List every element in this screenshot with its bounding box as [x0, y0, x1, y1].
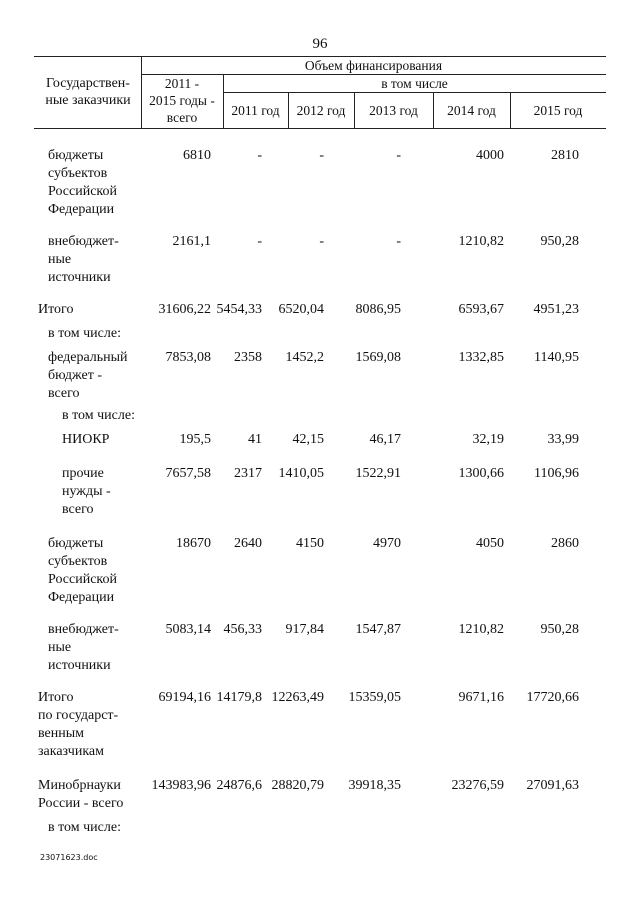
cell-2011: 2358 [234, 350, 262, 365]
cell-2014: 6593,67 [458, 302, 504, 317]
cell-2013: 1522,91 [355, 466, 401, 481]
row-label: в том числе: [48, 326, 121, 341]
cell-2011: 24876,6 [216, 778, 262, 793]
row-label: внебюджет- ные источники [48, 234, 119, 285]
cell-2015: 950,28 [540, 622, 579, 637]
cell-2012: 1452,2 [285, 350, 324, 365]
cell-2014: 1332,85 [458, 350, 504, 365]
cell-2012: 917,84 [285, 622, 324, 637]
cell-2014: 23276,59 [451, 778, 504, 793]
row-label: в том числе: [62, 408, 135, 423]
header-funding: Объем финансирования [304, 58, 443, 73]
header-customers: Государствен- ные заказчики [45, 76, 131, 108]
cell-2014: 9671,16 [458, 690, 504, 705]
cell-total: 195,5 [179, 432, 211, 447]
cell-2012: 12263,49 [271, 690, 324, 705]
cell-2015: 1106,96 [534, 466, 579, 481]
cell-2013: 1569,08 [355, 350, 401, 365]
cell-2015: 17720,66 [526, 690, 579, 705]
cell-2012: - [319, 234, 324, 249]
cell-2013: 15359,05 [348, 690, 401, 705]
cell-2011: 2317 [234, 466, 262, 481]
cell-2015: 2860 [551, 536, 579, 551]
cell-2012: 1410,05 [278, 466, 324, 481]
cell-2012: 6520,04 [278, 302, 324, 317]
cell-2013: - [396, 148, 401, 163]
including-header-rule [223, 92, 606, 93]
cell-2014: 1300,66 [458, 466, 504, 481]
header-year-2012: 2012 год [296, 103, 346, 118]
cell-2014: 1210,82 [458, 622, 504, 637]
cell-2015: 4951,23 [533, 302, 579, 317]
row-label: бюджеты субъектов Российской Федерации [48, 536, 117, 605]
cell-2012: 28820,79 [271, 778, 324, 793]
cell-total: 7657,58 [165, 466, 211, 481]
cell-2014: 32,19 [472, 432, 504, 447]
row-label: Итого по государст- венным заказчикам [38, 690, 119, 759]
cell-2013: 46,17 [369, 432, 401, 447]
cell-2011: - [257, 234, 262, 249]
row-label: прочие нужды - всего [62, 466, 111, 517]
row-label: внебюджет- ные источники [48, 622, 119, 673]
cell-2015: 950,28 [540, 234, 579, 249]
cell-2013: 1547,87 [355, 622, 401, 637]
header-year-2014: 2014 год [447, 103, 496, 118]
header-year-2013: 2013 год [369, 103, 418, 118]
document-filename: 23071623.doc [40, 853, 98, 862]
cell-total: 69194,16 [158, 690, 211, 705]
cell-2011: 456,33 [223, 622, 262, 637]
cell-total: 143983,96 [151, 778, 211, 793]
cell-2011: 2640 [234, 536, 262, 551]
cell-2012: 4150 [296, 536, 324, 551]
row-label: бюджеты субъектов Российской Федерации [48, 148, 117, 217]
cell-2011: 5454,33 [216, 302, 262, 317]
cell-total: 7853,08 [165, 350, 211, 365]
cell-total: 5083,14 [165, 622, 211, 637]
cell-2014: 4000 [476, 148, 504, 163]
cell-2013: 39918,35 [348, 778, 401, 793]
page-number: 96 [312, 36, 328, 52]
header-bottom-rule [34, 128, 606, 129]
header-including: в том числе [381, 76, 448, 91]
cell-2011: 14179,8 [216, 690, 262, 705]
cell-2013: - [396, 234, 401, 249]
cell-2013: 8086,95 [355, 302, 401, 317]
cell-total: 31606,22 [158, 302, 211, 317]
cell-2013: 4970 [373, 536, 401, 551]
cell-2014: 1210,82 [458, 234, 504, 249]
row-label: Минобрнауки России - всего [38, 778, 124, 811]
header-year-2011: 2011 год [231, 103, 280, 118]
row-label: федеральный бюджет - всего [48, 350, 128, 401]
header-year-2015: 2015 год [533, 103, 583, 118]
cell-2015: 33,99 [547, 432, 579, 447]
cell-total: 18670 [176, 536, 211, 551]
cell-2015: 27091,63 [526, 778, 579, 793]
row-label: в том числе: [48, 820, 121, 835]
cell-2015: 1140,95 [534, 350, 579, 365]
cell-2015: 2810 [551, 148, 579, 163]
cell-2011: 41 [248, 432, 262, 447]
header-total: 2011 - 2015 годы - всего [149, 76, 215, 125]
cell-2012: - [319, 148, 324, 163]
cell-2014: 4050 [476, 536, 504, 551]
cell-2011: - [257, 148, 262, 163]
cell-total: 2161,1 [172, 234, 211, 249]
cell-2012: 42,15 [292, 432, 324, 447]
cell-total: 6810 [183, 148, 211, 163]
row-label: НИОКР [62, 432, 110, 447]
row-label: Итого [38, 302, 74, 317]
